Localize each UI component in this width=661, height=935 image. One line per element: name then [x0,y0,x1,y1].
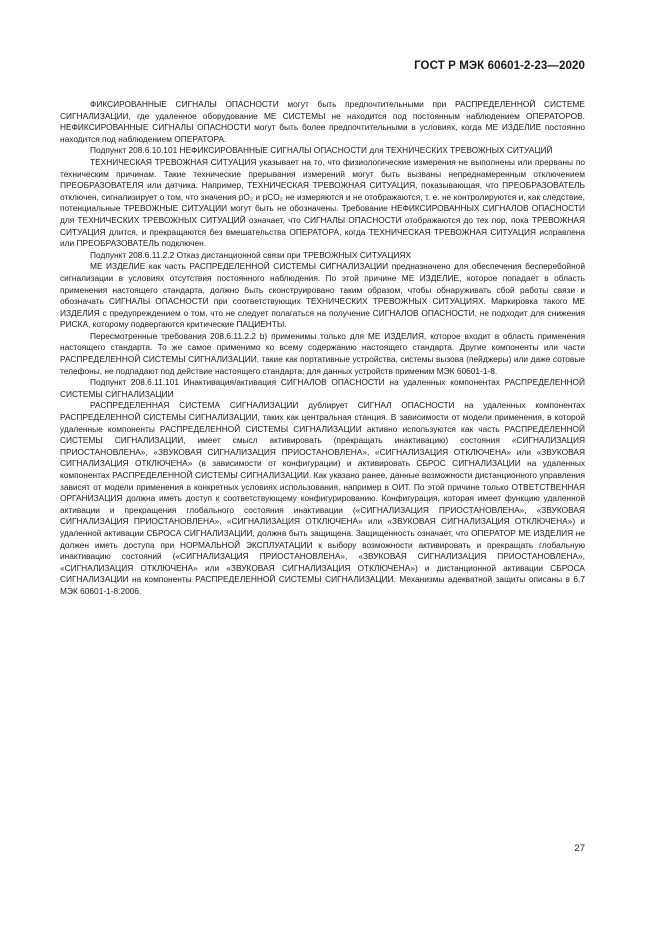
page-number: 27 [574,843,585,854]
paragraph-technical-alarm-condition: ТЕХНИЧЕСКАЯ ТРЕВОЖНАЯ СИТУАЦИЯ указывает на то, что физиологические измерения не выполнены или прерваны по техническим причинам. Такие технические прерывания измерений могут быть вызваны непреднамеренным отключением ПРЕОБРАЗОВАТЕЛЯ или датчика. Например, ТЕХНИЧЕСКАЯ ТРЕВОЖНАЯ СИТУАЦИЯ, показывающая, что ПРЕОБРАЗОВАТЕЛЬ отключен, сигнализирует о том, что значения pO₂ и pCO₂ не измеряются и не отображаются, т. е. не контролируются и, как следствие, потенциальные ТРЕВОЖНЫЕ СИТУАЦИИ могут быть не обозначены. Требование НЕФИКСИРОВАННЫХ СИГНАЛОВ ОПАСНОСТИ для ТЕХНИЧЕСКИХ ТРЕВОЖНЫХ СИТУАЦИЙ означает, что СИГНАЛЫ ОПАСНОСТИ отображаются до тех пор, пока ТРЕВОЖНАЯ СИТУАЦИЯ длится, и прекращаются без вмешательства ОПЕРАТОРА, когда ТЕХНИЧЕСКАЯ ТРЕВОЖНАЯ СИТУАЦИЯ исправлена или ПРЕОБРАЗОВАТЕЛЬ подключен. [60,156,585,249]
paragraph-revised-requirements: Пересмотренные требования 208.6.11.2.2 b) применимы только для МЕ ИЗДЕЛИЯ, которое входит в область применения настоящего стандарта. То же самое применимо ко всему содержанию настоящего стандарта. Другие компоненты или части РАСПРЕДЕЛЕННОЙ СИСТЕМЫ СИГНАЛИЗАЦИИ, такие как портативные устройства, системы вызова (пейджеры) или даже сотовые телефоны, не подпадают под действие настоящего стандарта; для данных устройств применим МЭК 60601-1-8. [60,330,585,376]
document-code-header: ГОСТ Р МЭК 60601-2-23—2020 [414,60,585,72]
body-text [60,99,585,598]
paragraph-fixed-alarm-signals: ФИКСИРОВАННЫЕ СИГНАЛЫ ОПАСНОСТИ могут быть предпочтительными при РАСПРЕДЕЛЕННОЙ СИСТЕМЕ СИГНАЛИЗАЦИИ, где удаленное оборудование МЕ СИСТЕМЫ не находится под постоянным наблюдением ОПЕРАТОРОВ. НЕФИКСИРОВАННЫЕ СИГНАЛЫ ОПАСНОСТИ могут быть более предпочтительными в условиях, когда МЕ ИЗДЕЛИЕ постоянно находится под наблюдением ОПЕРАТОРА. [60,99,585,144]
subclause-heading-208-6-11-2-2: Подпункт 208.6.11.2.2 Отказ дистанционной связи при ТРЕВОЖНЫХ СИТУАЦИЯХ [90,249,412,260]
subclause-heading-208-6-11-101: Подпункт 208.6.11.101 Инактивация/активация СИГНАЛОВ ОПАСНОСТИ на удаленных компонентах РАСПРЕДЕЛЕННОЙ СИСТЕМЫ СИГНАЛИЗАЦИИ [60,377,585,399]
paragraph-remote-alarm-signals: РАСПРЕДЕЛЕННАЯ СИСТЕМА СИГНАЛИЗАЦИИ дублирует СИГНАЛ ОПАСНОСТИ на удаленных компонентах РАСПРЕДЕЛЕННОЙ СИСТЕМЫ СИГНАЛИЗАЦИИ, таких как центральная станция. В зависимости от модели применения, в которой удаленные компоненты РАСПРЕДЕЛЕННОЙ СИСТЕМЫ СИГНАЛИЗАЦИИ активно используются как часть РАСПРЕДЕЛЕННОЙ СИСТЕМЫ СИГНАЛИЗАЦИИ, имеет смысл активировать (прекращать инактивацию) состояния «СИГНАЛИЗАЦИЯ ПРИОСТАНОВЛЕНА», «ЗВУКОВАЯ СИГНАЛИЗАЦИЯ ПРИОСТАНОВЛЕНА», «СИГНАЛИЗАЦИЯ ОТКЛЮЧЕНА» или «ЗВУКОВАЯ СИГНАЛИЗАЦИЯ ОТКЛЮЧЕНА» (в зависимости от конфигурации) и активировать СБРОС СИГНАЛИЗАЦИИ на удаленных компонентах РАСПРЕДЕЛЕННОЙ СИСТЕМЫ СИГНАЛИЗАЦИИ. Как указано ранее, данные возможности дистанционного управления зависят от модели применения в конкретных условиях использования, например в ОИТ. По этой причине только ОТВЕТСТВЕННАЯ ОРГАНИЗАЦИЯ должна иметь доступ к соответствующему конфигурированию. Конфигурация, которая имеет функцию удаленной активации и прекращения глобального состояния инактивации («СИГНАЛИЗАЦИЯ ПРИОСТАНОВЛЕНА», «ЗВУКОВАЯ СИГНАЛИЗАЦИЯ ПРИОСТАНОВЛЕНА», «СИГНАЛИЗАЦИЯ ОТКЛЮЧЕНА» или «ЗВУКОВАЯ СИГНАЛИЗАЦИЯ ОТКЛЮЧЕНА») и удаленной активации СБРОСА СИГНАЛИЗАЦИИ, должна быть защищена. Защищенность означает, что ОПЕРАТОР МЕ ИЗДЕЛИЯ не должен иметь доступа при НОРМАЛЬНОЙ ЭКСПЛУАТАЦИИ к выбору возможности активировать и прекращать глобальную инактивацию состояний («СИГНАЛИЗАЦИЯ ПРИОСТАНОВЛЕНА», «ЗВУКОВАЯ СИГНАЛИЗАЦИЯ ПРИОСТАНОВЛЕНА», «СИГНАЛИЗАЦИЯ ОТКЛЮЧЕНА» или «ЗВУКОВАЯ СИГНАЛИЗАЦИЯ ОТКЛЮЧЕНА») и дистанционной активации СБРОСА СИГНАЛИЗАЦИИ на компоненты РАСПРЕДЕЛЕННОЙ СИСТЕМЫ СИГНАЛИЗАЦИИ. Механизмы адекватной защиты описаны в 6.7 МЭК 60601-1-8:2006. [60,400,585,596]
subclause-heading-208-6-10-101: Подпункт 208.6.10.101 НЕФИКСИРОВАННЫЕ СИГНАЛЫ ОПАСНОСТИ для ТЕХНИЧЕСКИХ ТРЕВОЖНЫХ СИТУАЦИЙ [90,145,553,156]
paragraph-distributed-alarm-system: МЕ ИЗДЕЛИЕ как часть РАСПРЕДЕЛЕННОЙ СИСТЕМЫ СИГНАЛИЗАЦИИ предназначено для обеспечения бесперебойной сигнализации в условиях отсутствия постоянного наблюдения. По этой причине МЕ ИЗДЕЛИЕ, которое попадает в область применения настоящего стандарта, должно быть сконструировано таким образом, чтобы обнаруживать сбой работы связи и обозначать СИГНАЛЫ ОПАСНОСТИ при соответствующих ТЕХНИЧЕСКИХ ТРЕВОЖНЫХ СИТУАЦИЯХ. Маркировка такого МЕ ИЗДЕЛИЯ с предупреждением о том, что не следует полагаться на получение СИГНАЛОВ ОПАСНОСТИ, не подходит для снижения РИСКА, которому подвергаются критические ПАЦИЕНТЫ. [60,261,585,330]
